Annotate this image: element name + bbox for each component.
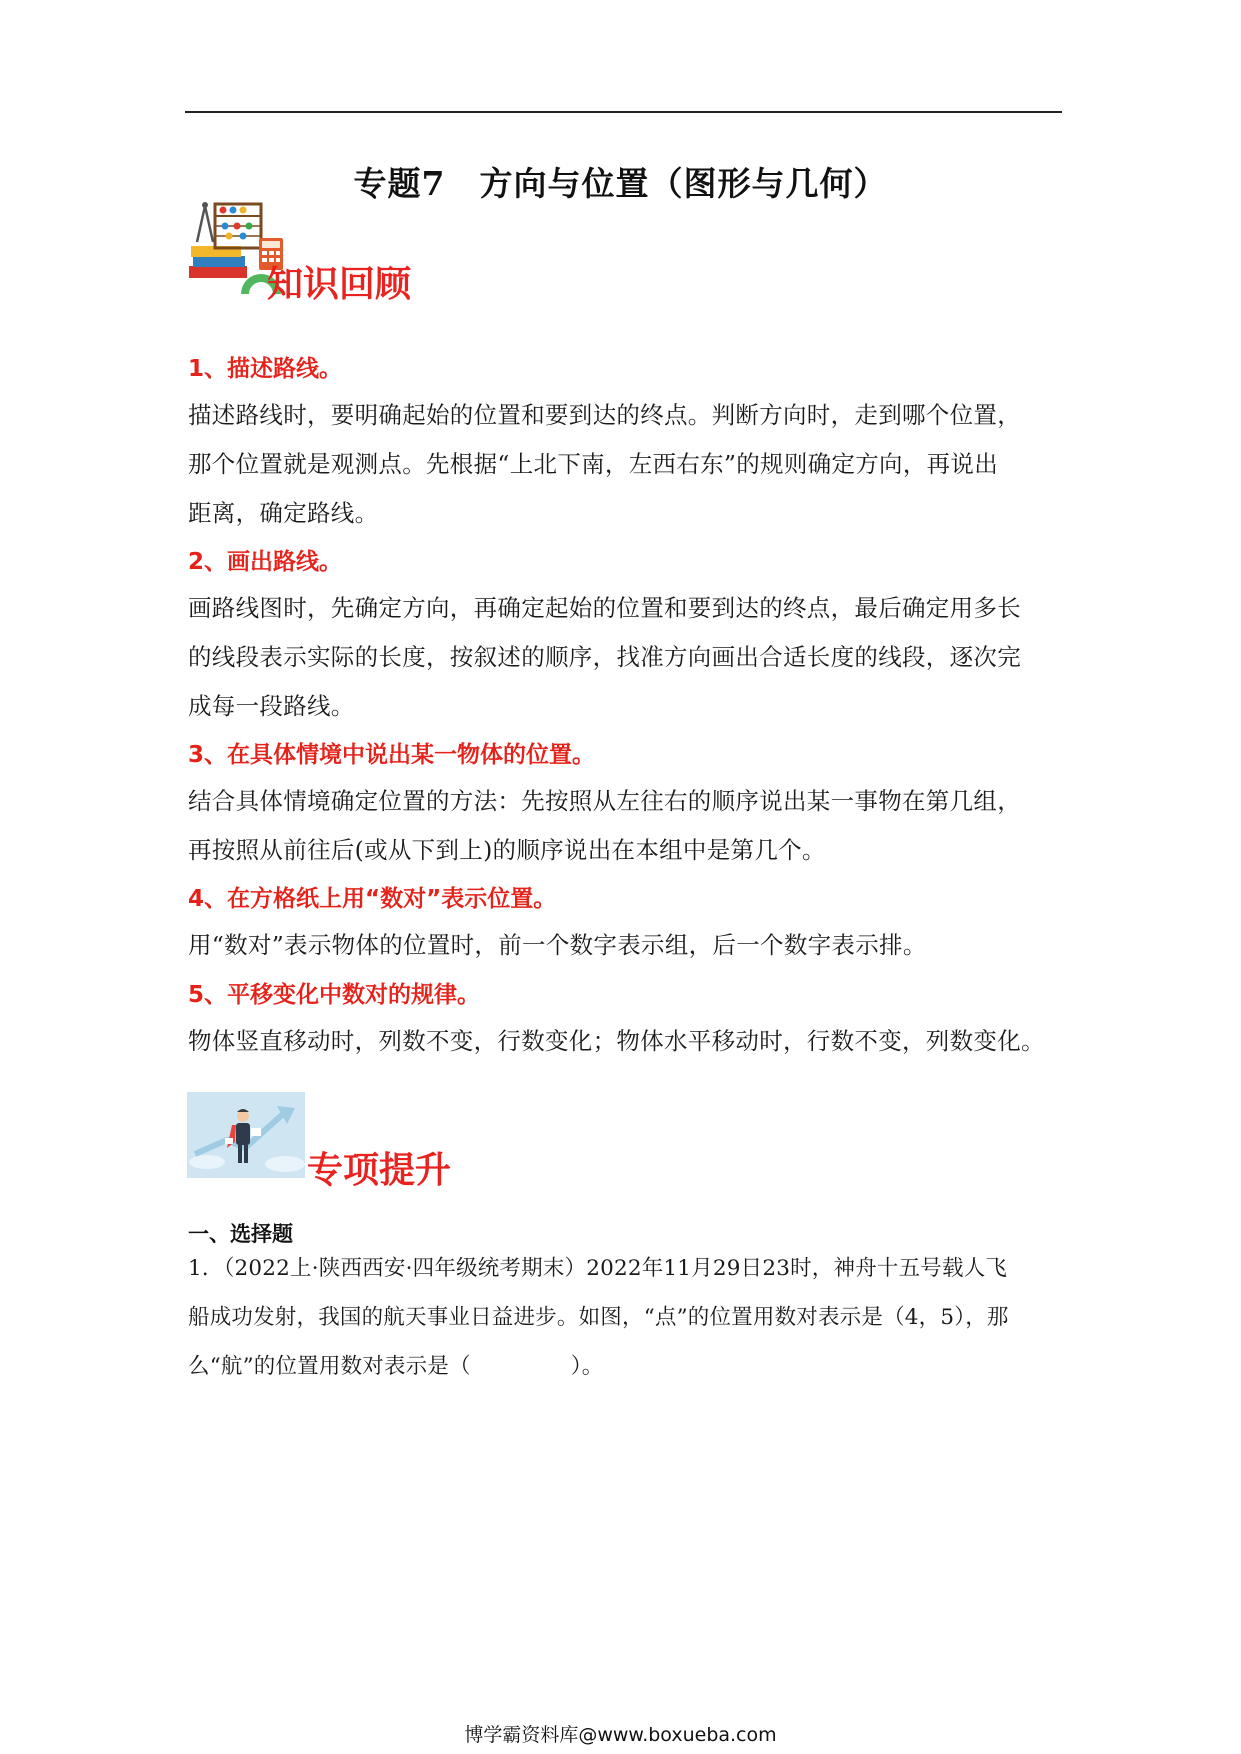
question-line-3 [188, 1342, 1058, 1391]
businessman-growth-icon [187, 1092, 305, 1178]
practice-banner-title: 专项提升 [307, 1149, 452, 1191]
practice-content [188, 1218, 1058, 1398]
text-line: 结合具体情境确定位置的方法：先按照从左往右的顺序说出某一事物在第几组， [188, 787, 1021, 815]
knowledge-item-text [188, 391, 1058, 538]
text-line: 物体竖直移动时，列数不变，行数变化；物体水平移动时，行数不变，列数变化。 [188, 1027, 1045, 1055]
text-line: 画路线图时，先确定方向，再确定起始的位置和要到达的终点，最后确定用多长 [188, 594, 1021, 622]
choice-section-heading: 一、选择题 [188, 1222, 293, 1246]
knowledge-item-text [188, 777, 1058, 875]
question-line-text: 么“航”的位置用数对表示是（ [188, 1354, 471, 1379]
practice-banner [187, 1092, 467, 1191]
text-line: 那个位置就是观测点。先根据“上北下南，左西右东”的规则确定方向，再说出 [188, 450, 999, 478]
knowledge-item-heading: 3、在具体情境中说出某一物体的位置。 [188, 742, 596, 768]
text-line: 的线段表示实际的长度，按叙述的顺序，找准方向画出合适长度的线段，逐次完 [188, 643, 1021, 671]
knowledge-banner-title: 知识回顾 [267, 263, 412, 305]
question-line: 船成功发射，我国的航天事业日益进步。如图，“点”的位置用数对表示是（4，5），那 [188, 1305, 1009, 1330]
knowledge-item-text [188, 1017, 1058, 1066]
question-1 [188, 1244, 1058, 1391]
page-footer: 博学霸资料库@www.boxueba.com [464, 1724, 777, 1746]
text-line: 成每一段路线。 [188, 692, 355, 720]
knowledge-item-heading: 4、在方格纸上用“数对”表示位置。 [188, 886, 557, 912]
knowledge-item-heading: 5、平移变化中数对的规律。 [188, 982, 481, 1008]
knowledge-item-heading: 1、描述路线。 [188, 356, 343, 382]
question-line: 1．（2022上·陕西西安·四年级统考期末）2022年11月29日23时，神舟十五号载人飞 [188, 1256, 1008, 1281]
knowledge-item-text [188, 584, 1058, 731]
text-line: 描述路线时，要明确起始的位置和要到达的终点。判断方向时，走到哪个位置， [188, 401, 1021, 429]
knowledge-content [188, 352, 1058, 1072]
text-line: 再按照从前往后(或从下到上)的顺序说出在本组中是第几个。 [188, 836, 826, 864]
text-line: 距离，确定路线。 [188, 499, 379, 527]
page-title: 专题7 方向与位置（图形与几何） [353, 164, 888, 203]
header-rule [185, 111, 1062, 113]
knowledge-item-heading: 2、画出路线。 [188, 549, 343, 575]
knowledge-banner [187, 196, 447, 306]
knowledge-item-text [188, 921, 1058, 970]
text-line: 用“数对”表示物体的位置时，前一个数字表示组，后一个数字表示排。 [188, 931, 927, 959]
question-line-text: ）。 [570, 1354, 604, 1379]
